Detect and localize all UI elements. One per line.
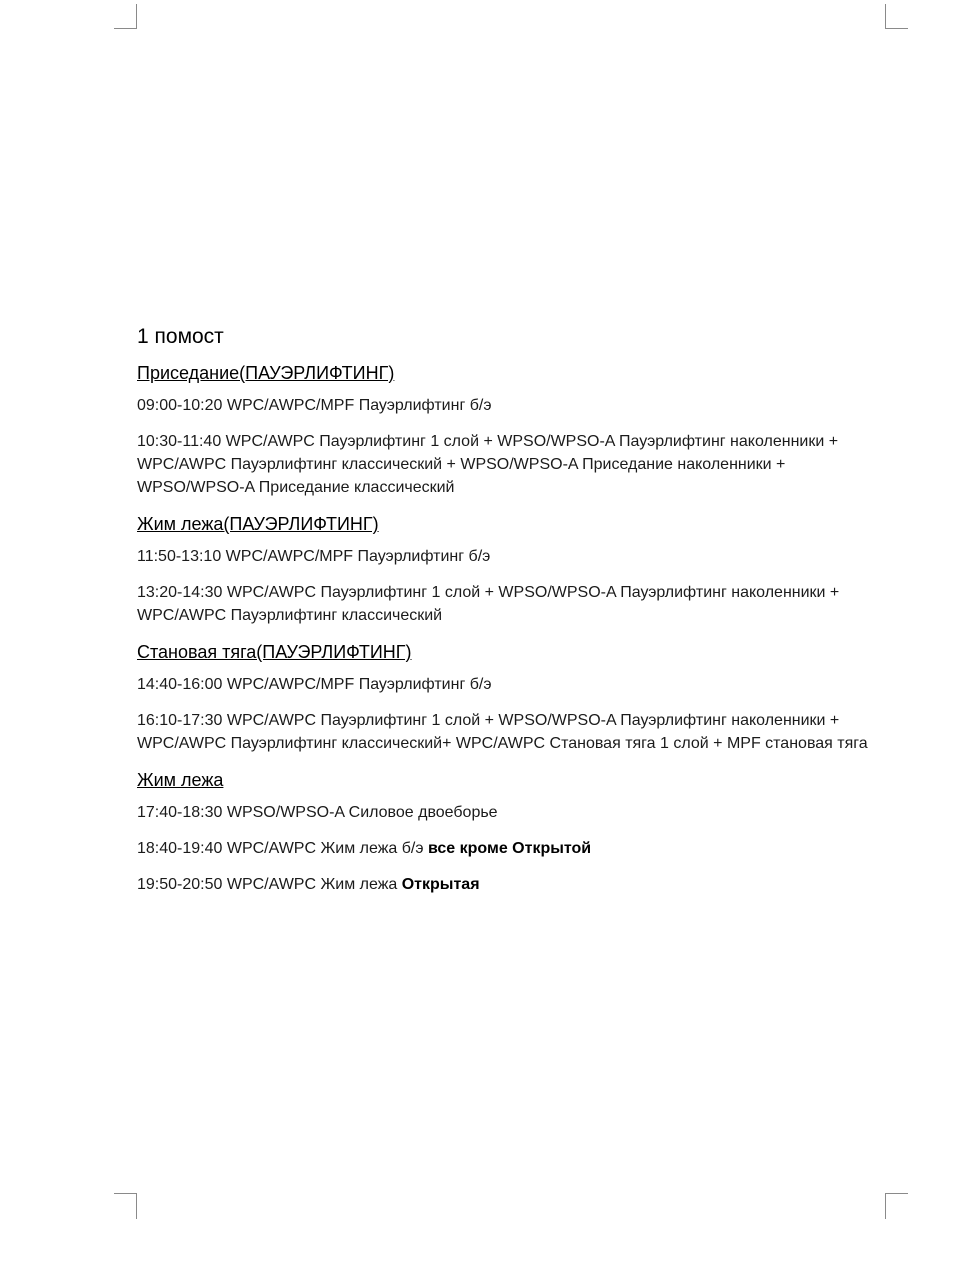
schedule-entry xyxy=(137,581,877,627)
entry-text: 19:50-20:50 WPC/AWPC Жим лежа xyxy=(137,876,402,893)
entry-highlight: Открытая xyxy=(401,876,480,893)
entry-text: 16:10-17:30 WPC/AWPC Пауэрлифтинг 1 слой + WPSO/WPSO-A Пауэрлифтинг наколенники + WPC/AWPC Пауэрлифтинг классический+ WPC/AWPC Становая тяга 1 слой + MPF становая тяга xyxy=(137,712,868,752)
schedule-entry xyxy=(137,394,877,417)
schedule-sections xyxy=(137,361,877,896)
entry-text: 10:30-11:40 WPC/AWPC Пауэрлифтинг 1 слой + WPSO/WPSO-A Пауэрлифтинг наколенники + WPC/AWPC Пауэрлифтинг классический + WPSO/WPSO-A Приседание наколенники + WPSO/WPSO-A Приседание классический xyxy=(137,433,839,496)
schedule-entry xyxy=(137,709,877,755)
entry-text: 18:40-19:40 WPC/AWPC Жим лежа б/э xyxy=(137,840,428,857)
crop-mark-top-left xyxy=(114,4,137,29)
entry-text: 14:40-16:00 WPC/AWPC/MPF Пауэрлифтинг б/э xyxy=(137,676,492,693)
section-heading: Приседание(ПАУЭРЛИФТИНГ) xyxy=(137,363,395,383)
section-heading: Жим лежа xyxy=(137,770,224,790)
schedule-entry xyxy=(137,801,877,824)
schedule-entry xyxy=(137,545,877,568)
entry-text: 13:20-14:30 WPC/AWPC Пауэрлифтинг 1 слой + WPSO/WPSO-A Пауэрлифтинг наколенники + WPC/AWPC Пауэрлифтинг классический xyxy=(137,584,840,624)
section-heading: Становая тяга(ПАУЭРЛИФТИНГ) xyxy=(137,642,412,662)
schedule-section xyxy=(137,640,877,755)
platform-title: 1 помост xyxy=(137,325,224,348)
schedule-section xyxy=(137,512,877,627)
entry-highlight: все кроме Открытой xyxy=(427,840,592,857)
crop-mark-top-right xyxy=(885,4,908,29)
schedule-entry xyxy=(137,873,877,896)
schedule-entry xyxy=(137,430,877,499)
schedule-section xyxy=(137,768,877,896)
schedule-entry xyxy=(137,673,877,696)
schedule-content xyxy=(137,323,877,909)
schedule-section xyxy=(137,361,877,499)
entry-text: 09:00-10:20 WPC/AWPC/MPF Пауэрлифтинг б/э xyxy=(137,397,492,414)
crop-mark-bottom-left xyxy=(114,1193,137,1219)
schedule-entry xyxy=(137,837,877,860)
entry-text: 11:50-13:10 WPC/AWPC/MPF Пауэрлифтинг б/э xyxy=(137,548,491,565)
crop-mark-bottom-right xyxy=(885,1193,908,1219)
section-heading: Жим лежа(ПАУЭРЛИФТИНГ) xyxy=(137,514,379,534)
entry-text: 17:40-18:30 WPSO/WPSO-A Силовое двоеборье xyxy=(137,804,498,821)
